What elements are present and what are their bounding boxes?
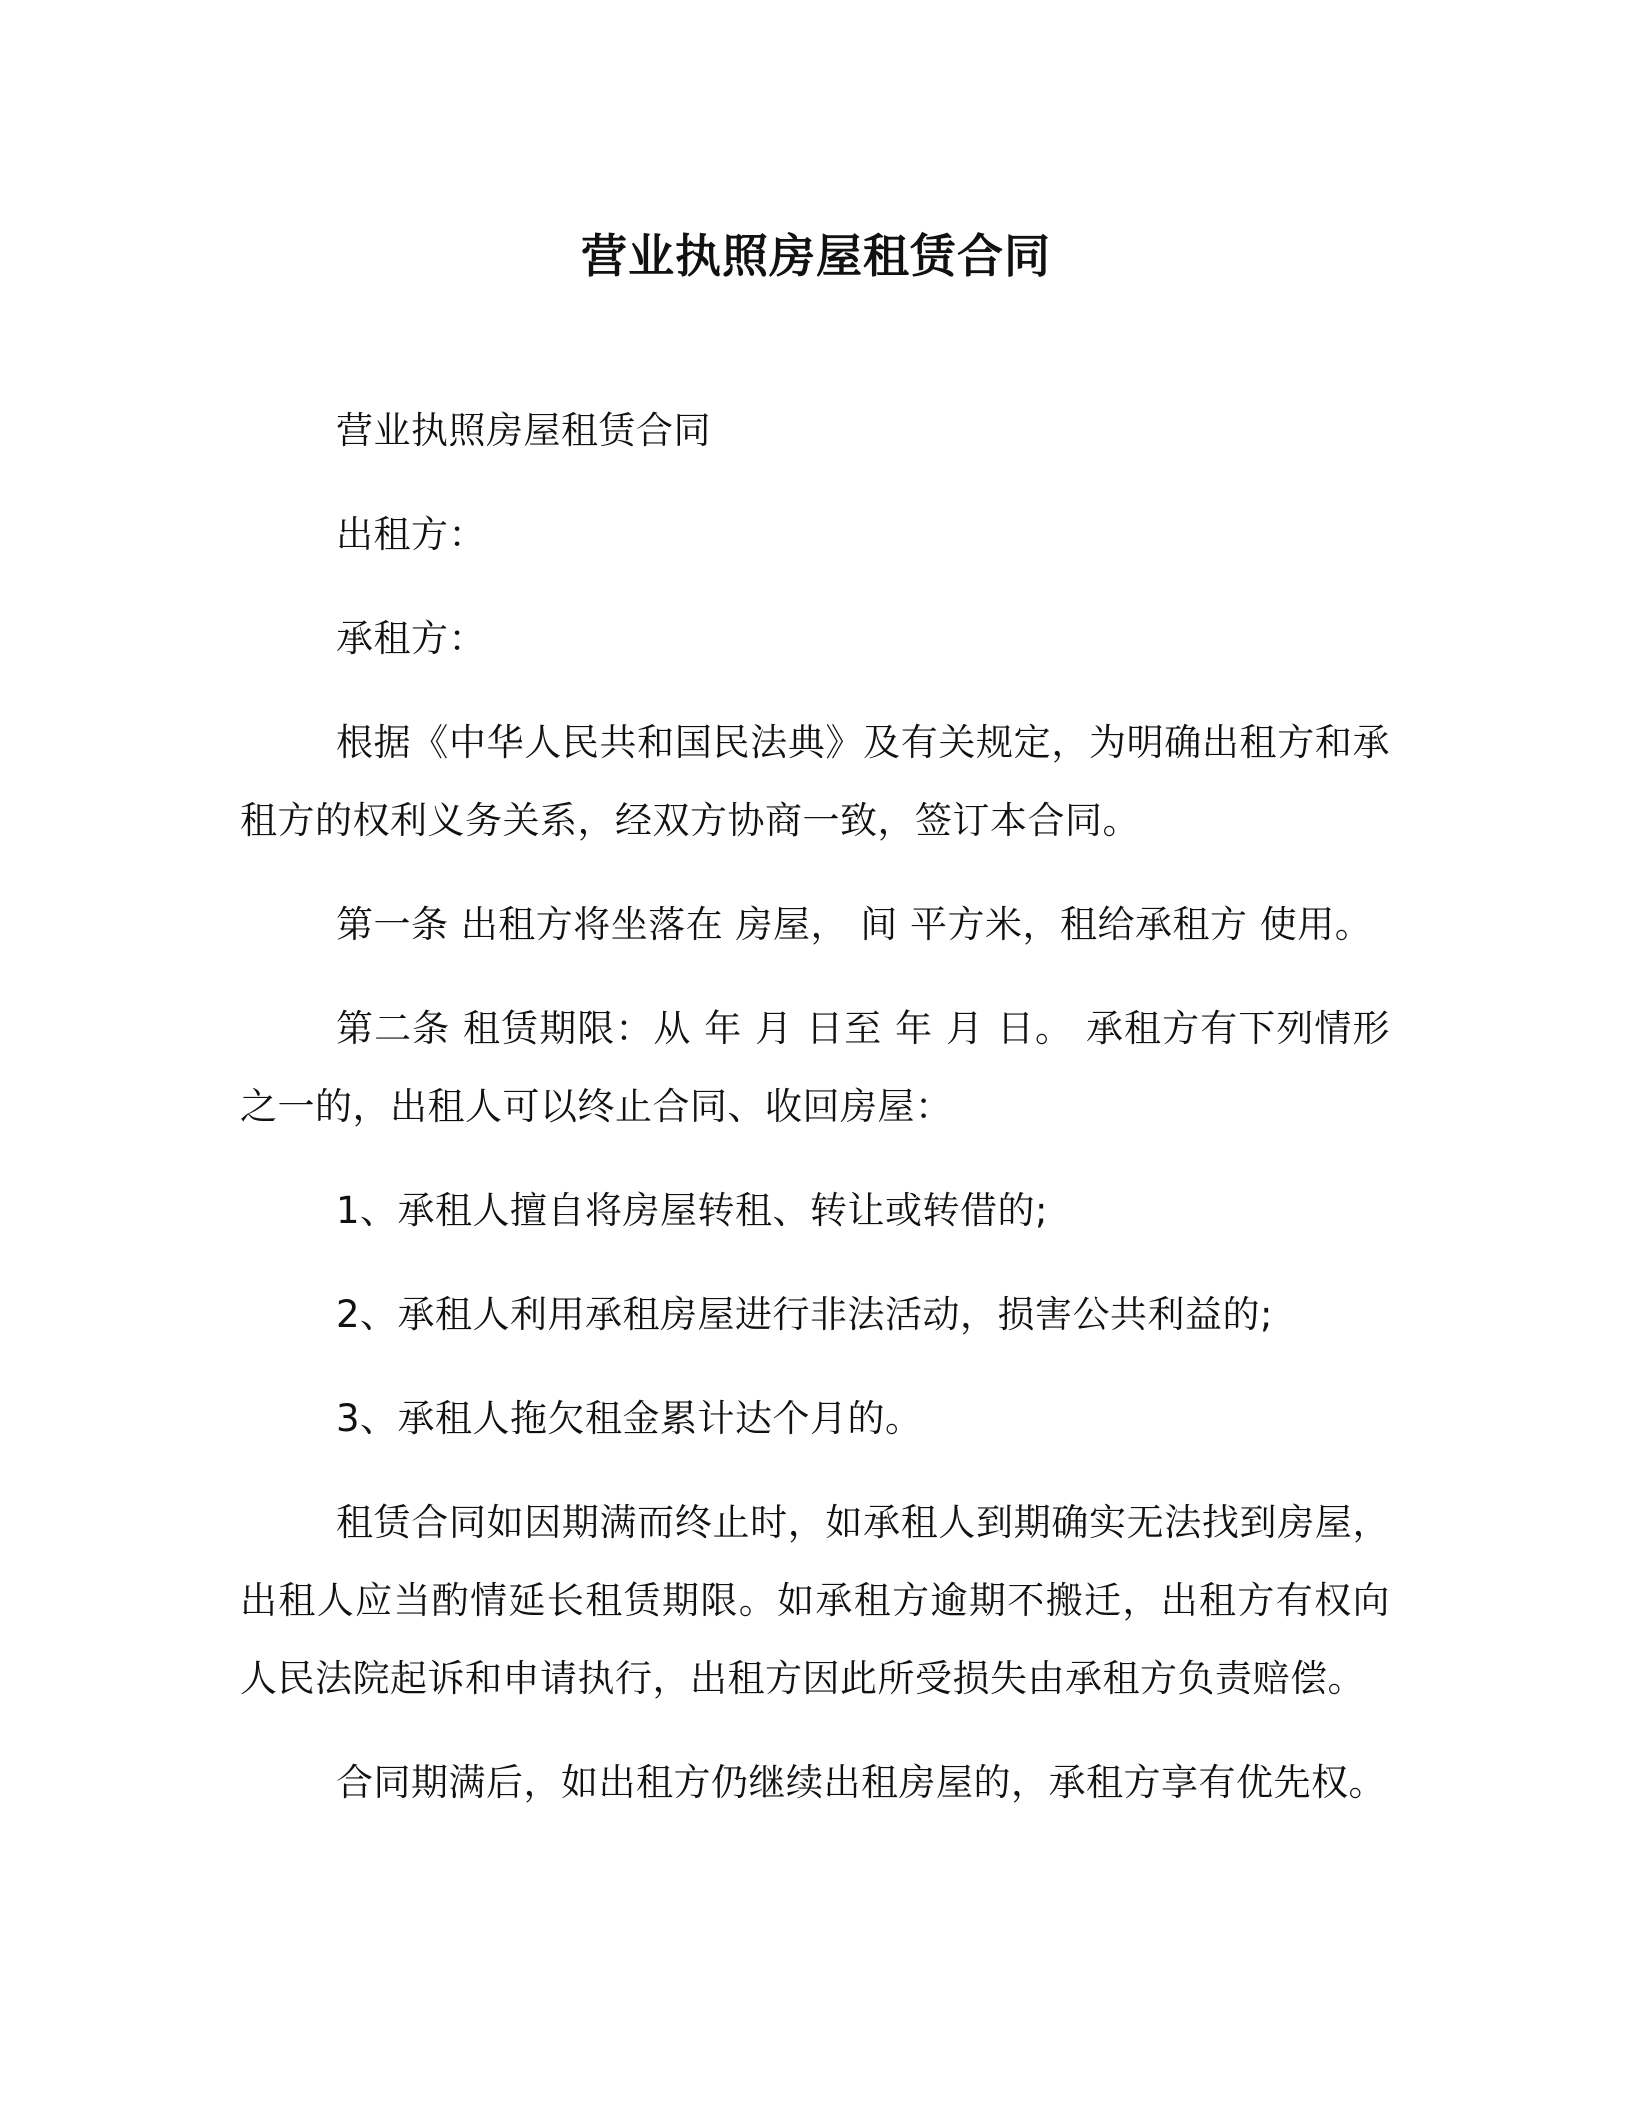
article-one: 第一条 出租方将坐落在 房屋， 间 平方米，租给承租方 使用。 (336, 903, 1373, 946)
list-item-3: 3、承租人拖欠租金累计达个月的。 (336, 1397, 923, 1440)
renewal-paragraph: 合同期满后，如出租方仍继续出租房屋的，承租方享有优先权。 (336, 1761, 1386, 1804)
lessor-field: 出租方： (336, 513, 486, 556)
article-two: 第二条 租赁期限：从 年 月 日至 年 月 日。 承租方有下列情形之一的，出租人可以终止合同、收回房屋： (240, 1007, 1390, 1128)
subtitle-paragraph: 营业执照房屋租赁合同 (336, 409, 711, 452)
list-item-2: 2、承租人利用承租房屋进行非法活动，损害公共利益的; (336, 1293, 1274, 1336)
list-item-1: 1、承租人擅自将房屋转租、转让或转借的; (336, 1189, 1049, 1232)
document-title: 营业执照房屋租赁合同 (581, 229, 1051, 283)
document-body (240, 392, 1390, 1848)
lessee-field: 承租方： (336, 617, 486, 660)
preamble-paragraph: 根据《中华人民共和国民法典》及有关规定，为明确出租方和承租方的权利义务关系，经双方协商一致，签订本合同。 (240, 721, 1390, 842)
termination-paragraph: 租赁合同如因期满而终止时，如承租人到期确实无法找到房屋，出租人应当酌情延长租赁期限。如承租方逾期不搬迁，出租方有权向人民法院起诉和申请执行，出租方因此所受损失由承租方负责赔偿。 (240, 1501, 1390, 1700)
